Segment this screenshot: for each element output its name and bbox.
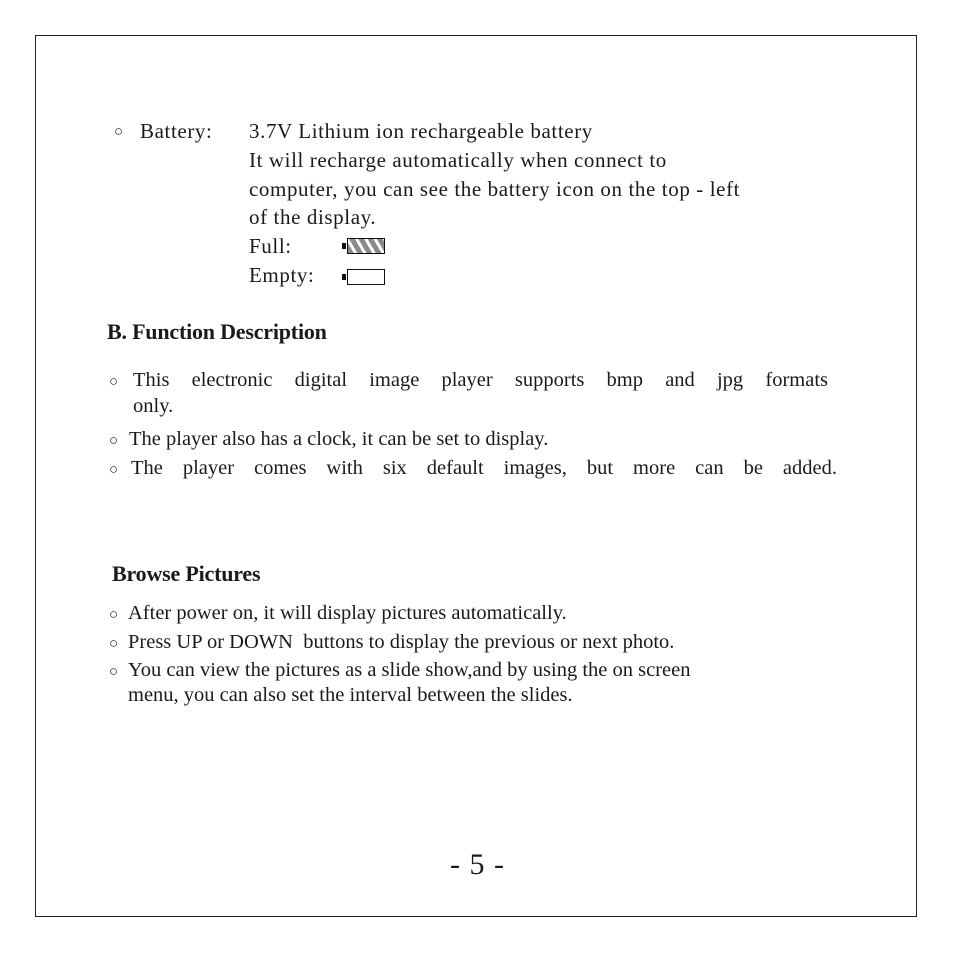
browse-item-3-bullet: ○	[109, 664, 119, 680]
battery-full-icon	[347, 238, 385, 254]
function-item-2-text: The player also has a clock, it can be set to display.	[129, 428, 549, 450]
battery-empty-icon	[347, 269, 385, 285]
function-item-2-bullet: ○	[109, 433, 119, 449]
function-item-1-line-2: only.	[133, 395, 174, 417]
browse-item-2-text: Press UP or DOWN buttons to display the previous or next photo.	[128, 631, 675, 653]
battery-label: Battery:	[140, 119, 213, 143]
browse-pictures-heading: Browse Pictures	[112, 561, 261, 586]
battery-bullet: ○	[114, 124, 124, 140]
function-item-3-text: The player comes with six default images, but more can be added.	[131, 457, 837, 479]
browse-item-1-bullet: ○	[109, 607, 119, 623]
function-description-heading: B. Function Description	[107, 319, 327, 344]
battery-line-4: of the display.	[249, 205, 377, 229]
function-item-1-line-1: This electronic digital image player supports bmp and jpg formats	[133, 369, 828, 391]
function-item-1-bullet: ○	[109, 374, 119, 390]
browse-item-3-line-1: You can view the pictures as a slide show,and by using the on screen	[128, 659, 691, 681]
browse-item-1-text: After power on, it will display pictures automatically.	[128, 602, 567, 624]
page-number: - 5 -	[450, 848, 505, 881]
battery-empty-label: Empty:	[249, 263, 315, 287]
function-item-3-bullet: ○	[109, 462, 119, 478]
battery-full-label: Full:	[249, 234, 292, 258]
browse-item-2-bullet: ○	[109, 636, 119, 652]
battery-line-2: It will recharge automatically when connect to	[249, 148, 667, 172]
battery-line-1: 3.7V Lithium ion rechargeable battery	[249, 119, 593, 143]
browse-item-3-line-2: menu, you can also set the interval between the slides.	[128, 684, 573, 706]
battery-line-3: computer, you can see the battery icon on the top - left	[249, 177, 741, 201]
